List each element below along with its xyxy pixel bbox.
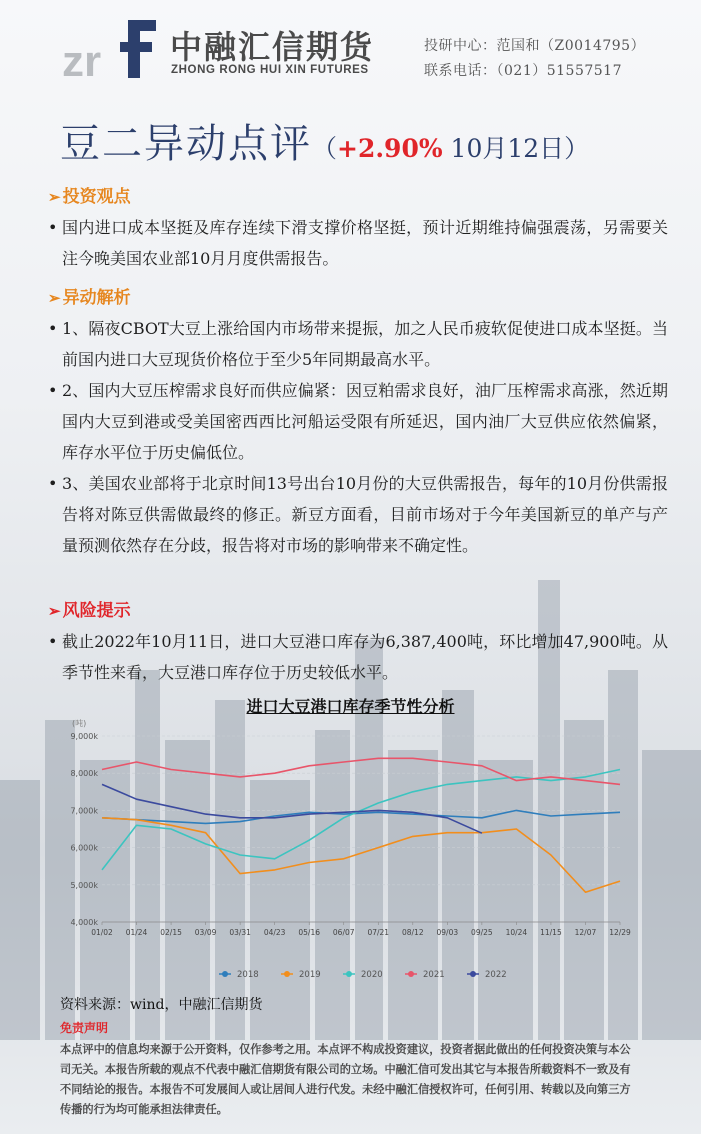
bullet-icon: • xyxy=(48,319,58,338)
section-risk-heading: ➢ 风险提示 xyxy=(48,601,131,621)
x-tick-label: 09/03 xyxy=(436,928,459,937)
series-line-2021 xyxy=(102,758,620,784)
y-tick-label: 6,000k xyxy=(70,843,98,853)
x-tick-label: 03/31 xyxy=(229,928,251,937)
arrow-right-icon: ➢ xyxy=(48,602,61,620)
report-header xyxy=(0,0,701,110)
series-line-2019 xyxy=(102,818,620,892)
legend-label-2018: 2018 xyxy=(237,970,259,980)
chart-title: 进口大豆港口库存季节性分析 xyxy=(246,697,455,716)
series-line-2020 xyxy=(102,770,620,870)
disclaimer-title: 免责声明 xyxy=(60,1021,109,1035)
x-tick-label: 08/12 xyxy=(401,928,424,937)
legend-marker-2021 xyxy=(408,971,414,977)
y-tick-label: 8,000k xyxy=(70,769,98,779)
bullet-icon: • xyxy=(48,218,58,237)
x-tick-label: 07/21 xyxy=(367,928,390,937)
analysis-item-1: • 1、隔夜CBOT大豆上涨给国内市场带来提振，加之人民币疲软促使进口成本坚挺。当前国内进口大豆现货价格位于至少5年同期最高水平。 xyxy=(48,313,668,375)
title-date: 10月12日） xyxy=(442,134,590,163)
x-tick-label: 12/07 xyxy=(574,928,597,937)
x-tick-label: 09/25 xyxy=(471,928,493,937)
x-tick-label: 04/23 xyxy=(263,928,286,937)
data-source: 资料来源：wind，中融汇信期货 xyxy=(60,997,263,1013)
phone-contact: 联系电话：（021）51557517 xyxy=(424,63,622,79)
title-main: 豆二异动点评 xyxy=(60,121,312,167)
svg-text:zr: zr xyxy=(62,37,102,84)
price-change: +2.90% xyxy=(337,134,443,163)
legend-label-2022: 2022 xyxy=(485,970,507,980)
legend-marker-2020 xyxy=(346,971,352,977)
x-tick-label: 03/09 xyxy=(194,928,217,937)
legend-marker-2022 xyxy=(470,971,476,977)
legend-label-2021: 2021 xyxy=(423,970,445,980)
arrow-right-icon: ➢ xyxy=(48,188,61,206)
company-logo-icon xyxy=(62,14,162,84)
legend-marker-2018 xyxy=(222,971,228,977)
y-tick-label: 4,000k xyxy=(70,918,98,927)
series-line-2018 xyxy=(102,810,620,823)
series-line-2022 xyxy=(102,784,482,833)
y-tick-label: 9,000k xyxy=(70,732,98,741)
company-name-en: ZHONG RONG HUI XIN FUTURES xyxy=(171,64,369,76)
x-tick-label: 02/15 xyxy=(160,928,182,937)
company-name-cn: 中融汇信期货 xyxy=(170,28,375,66)
title-open: （ xyxy=(312,134,338,163)
x-tick-label: 01/24 xyxy=(125,928,148,937)
arrow-right-icon: ➢ xyxy=(48,289,61,307)
analyst-contact: 投研中心：范国和（Z0014795） xyxy=(424,38,646,54)
y-axis-unit: (吨) xyxy=(72,719,87,728)
view-paragraph: • 国内进口成本坚挺及库存连续下滑支撑价格坚挺，预计近期维持偏强震荡，另需要关注今晚美国农业部10月月度供需报告。 xyxy=(48,212,668,274)
x-tick-label: 11/15 xyxy=(540,928,562,937)
section-view-heading: ➢ 投资观点 xyxy=(48,187,131,207)
x-tick-label: 12/29 xyxy=(609,928,631,937)
section-analysis-heading: ➢ 异动解析 xyxy=(48,288,131,308)
legend-marker-2019 xyxy=(284,971,290,977)
legend-label-2019: 2019 xyxy=(299,970,321,980)
inventory-seasonal-chart xyxy=(60,712,640,992)
x-tick-label: 05/16 xyxy=(298,928,321,937)
analysis-item-3: • 3、美国农业部将于北京时间13号出台10月份的大豆供需报告，每年的10月份供需报告将对陈豆供需做最终的修正。新豆方面看，目前市场对于今年美国新豆的单产与产量预测依然存在分歧，报告将对市场的影响带来不确定性。 xyxy=(48,468,668,561)
bullet-icon: • xyxy=(48,381,58,400)
legend-label-2020: 2020 xyxy=(361,970,383,980)
disclaimer-text: 本点评中的信息均来源于公开资料，仅作参考之用。本点评不构成投资建议，投资者据此做出的任何投资决策与本公司无关。本报告所载的观点不代表中融汇信期货有限公司的立场。中融汇信可发出其它与本报告所载资料不一致及有不同结论的报告。本报告不可发展间人或让居间人进行代发。未经中融汇信授权许可，任何引用、转载以及向第三方传播的行为均可能承担法律责任。 xyxy=(60,1043,631,1116)
bullet-icon: • xyxy=(48,474,58,493)
y-tick-label: 5,000k xyxy=(70,880,98,890)
x-tick-label: 06/07 xyxy=(332,928,355,937)
x-tick-label: 10/24 xyxy=(505,928,528,937)
x-tick-label: 01/02 xyxy=(91,928,113,937)
report-title xyxy=(60,112,589,172)
analysis-item-2: • 2、国内大豆压榨需求良好而供应偏紧：因豆粕需求良好，油厂压榨需求高涨，然近期国内大豆到港或受美国密西西比河船运受限有所延迟，国内油厂大豆供应依然偏紧，库存水平位于历史偏低位。 xyxy=(48,375,668,468)
bullet-icon: • xyxy=(48,632,58,651)
risk-paragraph: • 截止2022年10月11日，进口大豆港口库存为6,387,400吨，环比增加47,900吨。从季节性来看，大豆港口库存位于历史较低水平。 xyxy=(48,626,668,688)
y-tick-label: 7,000k xyxy=(70,806,98,816)
